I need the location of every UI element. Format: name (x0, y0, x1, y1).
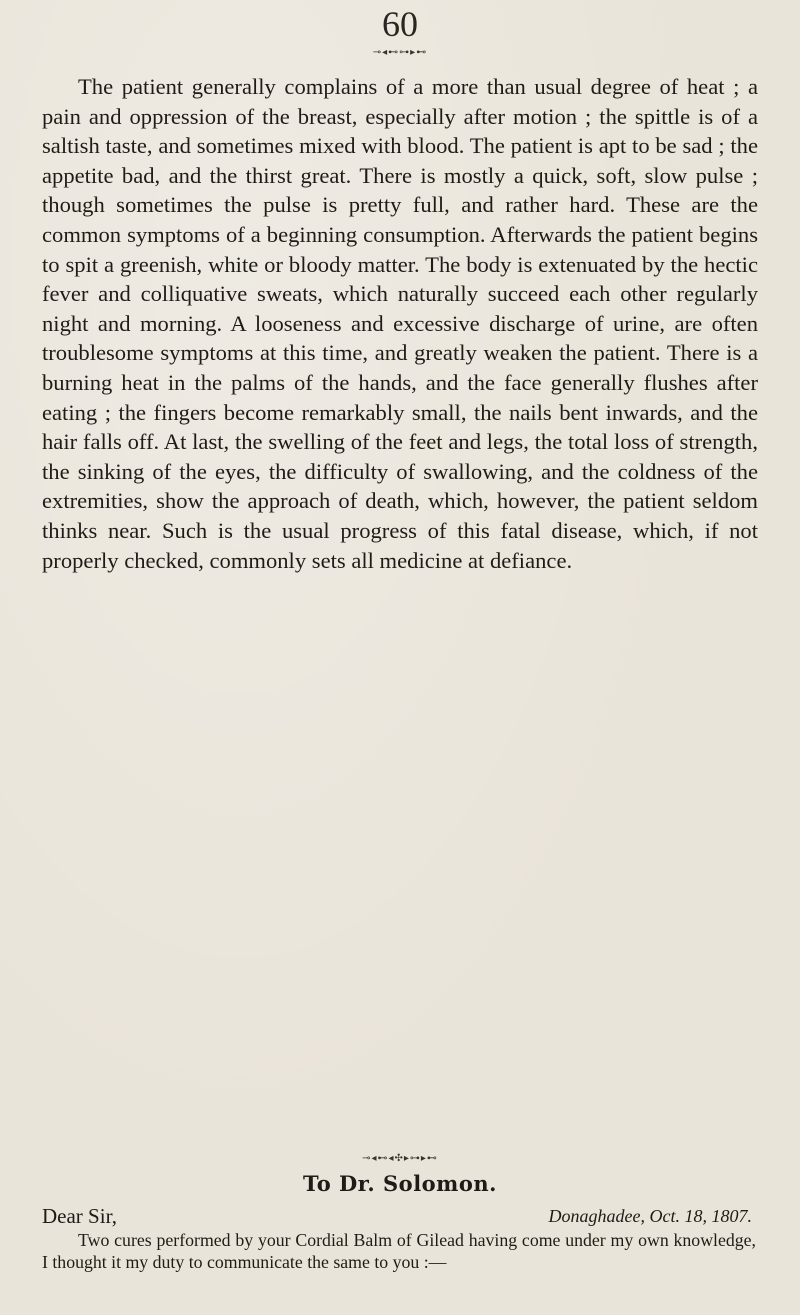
letter-paragraph: Two cures performed by your Cordial Balm of Gilead having come under my own knowledge, I thought it my duty to communicate the same to you :— (42, 1230, 756, 1272)
top-ornament: ⊸◂⊷⊶▸⊷ (372, 47, 428, 58)
section-ornament: ⊸◂⊷◂✣▸⊶▸⊷ (362, 1153, 438, 1164)
page-number: 60 (382, 4, 418, 44)
dateline: Donaghadee, Oct. 18, 1807. (548, 1206, 752, 1226)
letter-heading: To Dr. Solomon. (303, 1171, 497, 1196)
salutation: Dear Sir, (42, 1204, 117, 1228)
salutation-row (42, 1203, 752, 1229)
body-paragraph: The patient generally complains of a more than usual degree of heat ; a pain and oppression of the breast, especially after motion ; the spittle is of a saltish taste, and sometimes mixed with blood. The patient is apt to be sad ; the appetite bad, and the thirst great. There is mostly a quick, soft, slow pulse ; though sometimes the pulse is pretty full, and rather hard. These are the common symptoms of a beginning consumption. Afterwards the patient begins to spit a greenish, white or bloody matter. The body is extenuated by the hectic fever and colliquative sweats, which naturally succeed each other regularly night and morning. A looseness and excessive discharge of urine, are often troublesome symptoms at this time, and greatly weaken the patient. There is a burning heat in the palms of the hands, and the face generally flushes after eating ; the fingers become remarkably small, the nails bent inwards, and the hair falls off. At last, the swelling of the feet and legs, the total loss of strength, the sinking of the eyes, the difficulty of swallowing, and the coldness of the extremities, show the approach of death, which, however, the patient seldom thinks near. Such is the usual progress of this fatal disease, which, if not properly checked, commonly sets all medicine at defiance. (42, 74, 758, 573)
